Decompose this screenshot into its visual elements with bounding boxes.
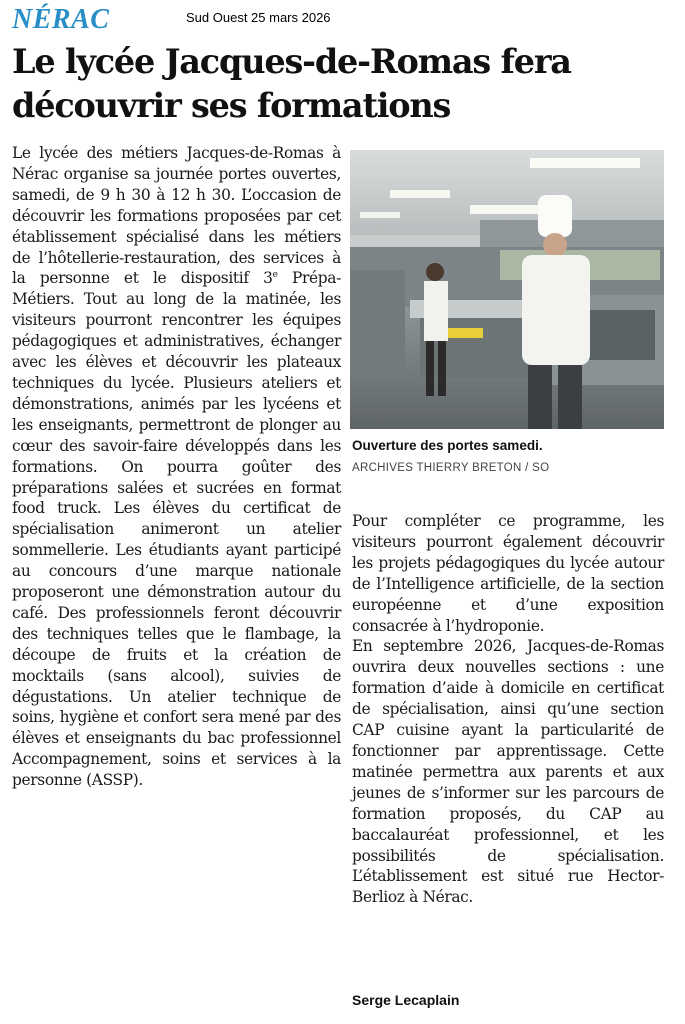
- photo-credit: ARCHIVES THIERRY BRETON / SO: [352, 462, 550, 474]
- source-date: Sud Ouest 25 mars 2026: [186, 10, 331, 25]
- paragraph-1-end: Prépa-Métiers. Tout au long de la matinée, les visiteurs pourront rencontrer les équipes pédagogiques et administratives, échanger avec les élèves et découvrir les plateaux techniques du lycée. Plusieurs ateliers et démonstrations, animés par les lycéens et les enseignants, permettront de plonger au cœur des savoir-faire développés dans les formations. On pourra goûter des préparations salées et sucrées en format food truck. Les élèves du certificat de spécialisation animeront un atelier sommellerie. Les étudiants ayant participé au concours d’une marque nationale proposeront une démonstration autour du café. Des professionnels feront découvrir des techniques telles que le flambage, la découpe de fruits et la création de mocktails (sans alcool), suivies de dégustations. Un atelier technique de soins, hygiène et confort sera mené par des élèves et enseignants du bac professionnel Accompagnement, soins et services à la personne (ASSP).: [12, 269, 341, 790]
- author-byline: Serge Lecaplain: [352, 992, 460, 1008]
- article-column-left: [12, 143, 341, 791]
- kitchen-photo-illustration: [350, 150, 664, 429]
- paragraph-3: En septembre 2026, Jacques-de-Romas ouvrira deux nouvelles sections : une formation d’aide à domicile en certificat de spécialisation, ainsi qu’une section CAP cuisine ayant la particularité de fonctionner par apprentissage. Cette matinée permettra aux parents et aux jeunes de s’informer sur les parcours de formation proposés, du CAP au baccalauréat professionnel, et les possibilités de spécialisation. L’établissement est situé rue Hector-Berlioz à Nérac.: [352, 637, 664, 907]
- section-label: NÉRAC: [12, 4, 110, 35]
- headline: Le lycée Jacques-de-Romas fera découvrir ses formations: [12, 42, 571, 125]
- ordinal-suffix: e: [272, 270, 278, 281]
- paragraph-1-start: Le lycée des métiers Jacques-de-Romas à Nérac organise sa journée portes ouvertes, samedi, de 9 h 30 à 12 h 30. L’occasion de découvrir les formations proposées par cet établissement spécialisé dans les métiers de l’hôtellerie-restauration, des services à la personne et le dispositif 3: [12, 144, 341, 288]
- paragraph-1: [12, 143, 341, 791]
- paragraph-2: Pour compléter ce programme, les visiteurs pourront également découvrir les projets pédagogiques du lycée autour de l’Intelligence artificielle, de la section européenne et d’une exposition consacrée à l’hydroponie.: [352, 512, 664, 635]
- kitchen-photo: [350, 150, 664, 429]
- article-column-right: [352, 511, 664, 908]
- photo-caption: Ouverture des portes samedi.: [352, 438, 543, 453]
